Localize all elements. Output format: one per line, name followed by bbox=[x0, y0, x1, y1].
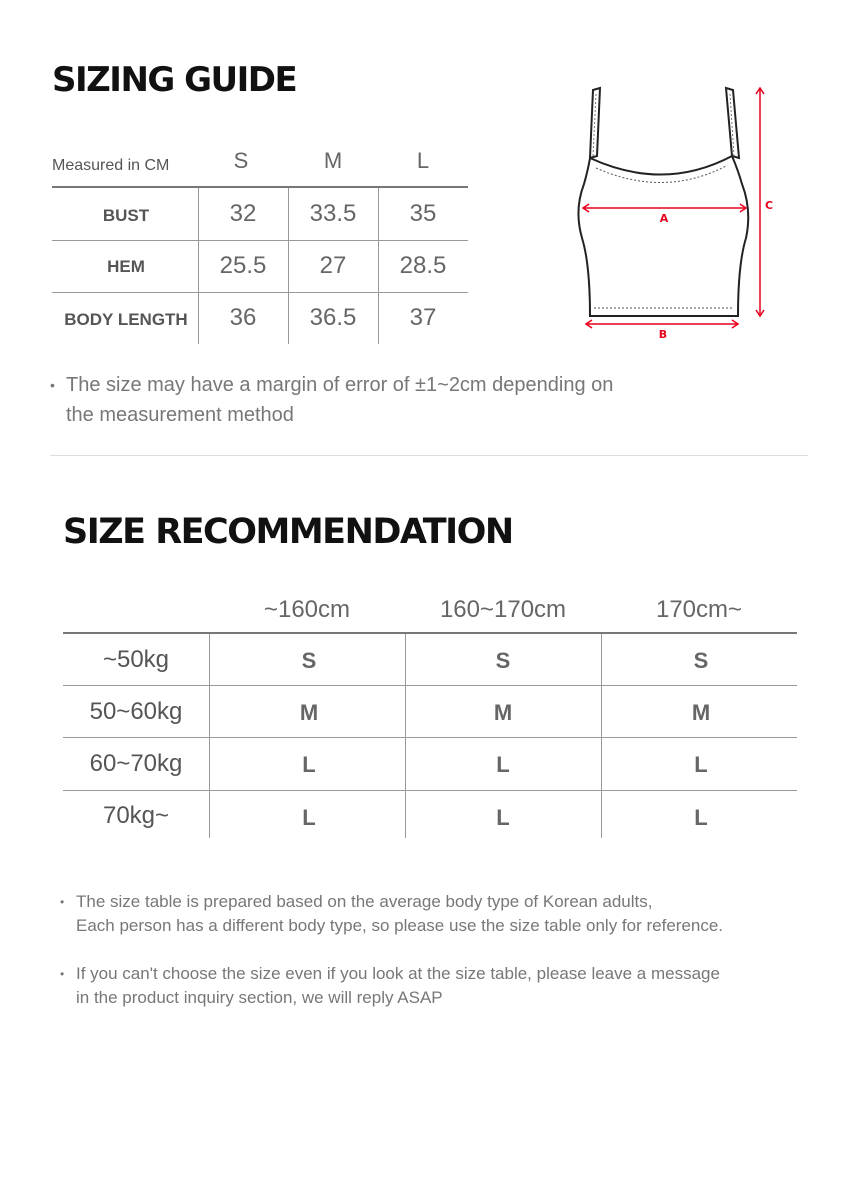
table-cell: 32 bbox=[229, 200, 257, 227]
height-header: 170cm~ bbox=[655, 596, 743, 623]
size-cell: S bbox=[495, 648, 511, 673]
table-cell: 35 bbox=[409, 200, 437, 227]
size-cell: L bbox=[694, 752, 708, 777]
table-cell: 33.5 bbox=[309, 200, 357, 227]
weight-label: 70kg~ bbox=[102, 802, 170, 829]
bullet: • bbox=[50, 377, 55, 393]
table-col-divider bbox=[601, 634, 602, 838]
table-col-divider bbox=[209, 634, 210, 838]
size-cell: M bbox=[299, 700, 319, 725]
note-line: the measurement method bbox=[66, 404, 294, 426]
right-strap bbox=[726, 88, 739, 158]
table-row-divider bbox=[63, 685, 797, 686]
label-b: B bbox=[658, 328, 668, 341]
recommendation-note bbox=[60, 962, 800, 1010]
row-label-bust: BUST bbox=[102, 206, 150, 225]
note-line: If you can't choose the size even if you look at the size table, please leave a message bbox=[76, 964, 720, 983]
table-cell: 28.5 bbox=[399, 252, 447, 279]
row-label-body-length: BODY LENGTH bbox=[64, 310, 188, 329]
size-cell: L bbox=[496, 752, 510, 777]
weight-label: 60~70kg bbox=[89, 750, 183, 777]
size-recommendation-title: SIZE RECOMMENDATION bbox=[63, 512, 513, 552]
size-cell: M bbox=[493, 700, 513, 725]
size-header-l: L bbox=[416, 148, 430, 173]
size-cell: L bbox=[496, 805, 510, 830]
weight-label: 50~60kg bbox=[89, 698, 183, 725]
table-header-rule bbox=[52, 186, 468, 188]
size-cell: S bbox=[693, 648, 709, 673]
size-cell: L bbox=[694, 805, 708, 830]
weight-label: ~50kg bbox=[102, 646, 170, 673]
bullet: • bbox=[60, 895, 65, 909]
note-line: The size table is prepared based on the average body type of Korean adults, bbox=[76, 892, 653, 911]
table-row-divider bbox=[63, 790, 797, 791]
table-header-rule bbox=[63, 632, 797, 634]
garment-diagram bbox=[560, 80, 790, 350]
table-cell: 36 bbox=[229, 304, 257, 331]
label-a: A bbox=[659, 212, 669, 225]
unit-label: Measured in CM bbox=[52, 157, 170, 174]
recommendation-note bbox=[60, 890, 800, 938]
table-row-divider bbox=[63, 737, 797, 738]
size-cell: L bbox=[302, 805, 316, 830]
table-cell: 36.5 bbox=[309, 304, 357, 331]
section-divider bbox=[50, 455, 808, 456]
size-header-s: S bbox=[233, 148, 249, 173]
table-cell: 27 bbox=[319, 252, 347, 279]
sizing-guide-title: SIZING GUIDE bbox=[52, 60, 297, 100]
note-line: The size may have a margin of error of ±1~2cm depending on bbox=[66, 374, 614, 396]
height-header: ~160cm bbox=[263, 596, 351, 623]
note-line: in the product inquiry section, we will reply ASAP bbox=[76, 988, 443, 1007]
row-label-hem: HEM bbox=[107, 257, 145, 276]
garment-body bbox=[578, 156, 748, 316]
size-header-m: M bbox=[323, 148, 343, 173]
note-line: Each person has a different body type, so please use the size table only for reference. bbox=[76, 916, 724, 935]
bullet: • bbox=[60, 967, 65, 981]
size-cell: M bbox=[691, 700, 711, 725]
size-cell: S bbox=[301, 648, 317, 673]
table-cell: 37 bbox=[409, 304, 437, 331]
sizing-note bbox=[50, 370, 690, 430]
table-cell: 25.5 bbox=[219, 252, 267, 279]
table-row-divider bbox=[52, 240, 468, 241]
height-header: 160~170cm bbox=[439, 596, 567, 623]
size-cell: L bbox=[302, 752, 316, 777]
label-c: C bbox=[764, 199, 774, 212]
table-row-divider bbox=[52, 292, 468, 293]
